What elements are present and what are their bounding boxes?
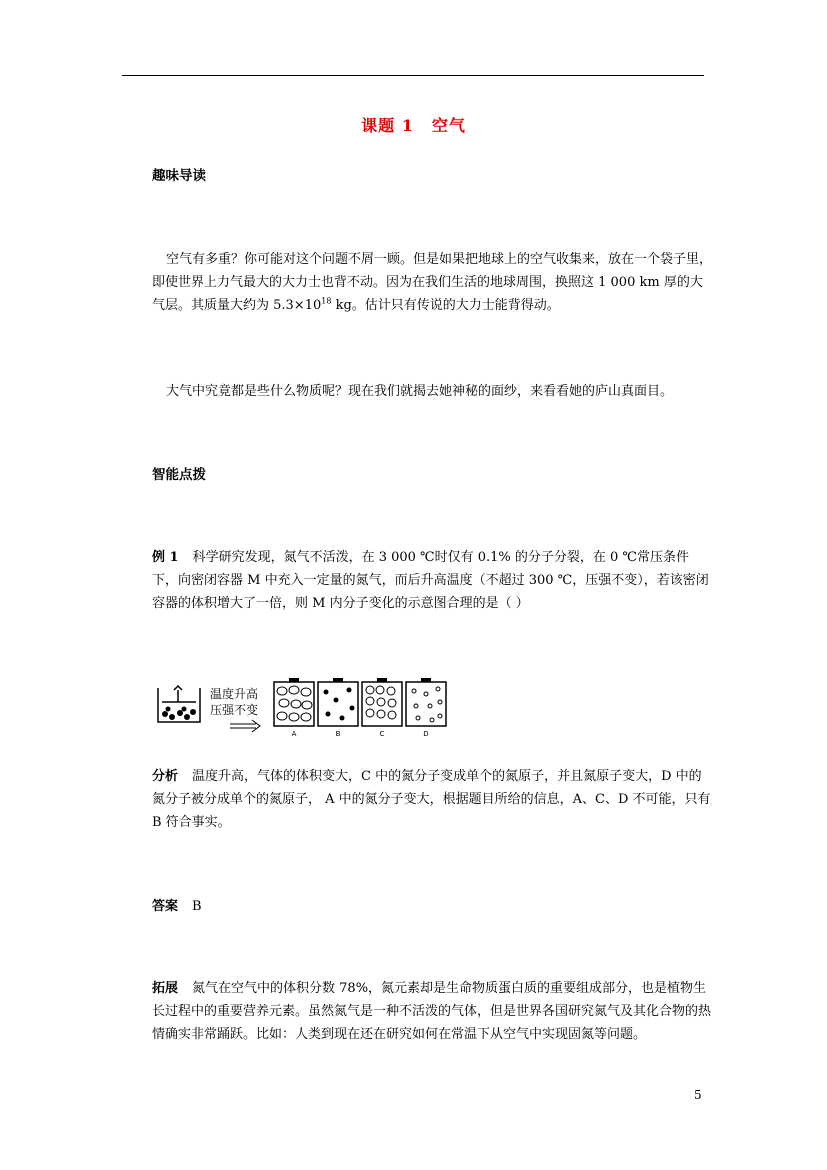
analysis	[152, 765, 712, 834]
option-label-d: D	[423, 730, 429, 738]
example-label: 例 1	[152, 550, 179, 565]
molecule-diagram	[156, 676, 452, 738]
answer-text: B	[192, 899, 202, 914]
intro-heading: 趣味导读	[152, 168, 206, 184]
lesson-number: 课题 1	[361, 116, 414, 135]
intro-p1-text: 空气有多重？你可能对这个问题不屑一顾。但是如果把地球上的空气收集来，放在一个袋子里，即使世界上力气最大的大力士也背不动。因为在我们生活的地球周围，换照这 1 000 km 厚的大气层。其质量大约为 5.3×10	[152, 252, 713, 313]
condition-line-1: 温度升高	[210, 687, 259, 701]
option-label-a: A	[291, 730, 297, 738]
intro-paragraph-2: 大气中究竟都是些什么物质呢？现在我们就揭去她神秘的面纱，来看看她的庐山真面目。	[166, 384, 674, 399]
lesson-topic: 空气	[431, 116, 466, 135]
extension	[152, 977, 712, 1046]
intro-p1-tail: kg。估计只有传说的大力士能背得动。	[331, 298, 560, 313]
analysis-label: 分析	[152, 769, 179, 784]
option-label-c: C	[379, 730, 385, 738]
extension-text: 氮气在空气中的体积分数 78%，氮元素却是生命物质蛋白质的重要组成部分，也是植物生长过程中的重要营养元素。虽然氮气是一种不活泼的气体，但是世界各国研究氮气及其化合物的热情确实非常踊跃。比如：人类到现在还在研究如何在常温下从空气中实现固氮等问题。	[152, 981, 712, 1042]
option-label-b: B	[335, 730, 341, 738]
page-number: 5	[694, 1088, 702, 1102]
tips-heading: 智能点拨	[152, 467, 206, 483]
condition-line-2: 压强不变	[210, 703, 259, 717]
page-title	[0, 113, 827, 136]
exponent: 18	[321, 296, 332, 306]
answer-label: 答案	[152, 899, 179, 914]
intro-paragraph-1	[152, 248, 712, 317]
example-text: 科学研究发现，氮气不活泼，在 3 000 ℃时仅有 0.1% 的分子分裂，在 0 ℃常压条件下，向密闭容器 M 中充入一定量的氮气，而后升高温度（不超过 300 ℃，压强不变），若该密闭容器的体积增大了一倍，则 M 内分子变化的示意图合理的是（ ）	[152, 550, 709, 611]
header-rule	[122, 75, 704, 76]
answer	[152, 895, 712, 918]
example-1	[152, 546, 712, 615]
analysis-text: 温度升高，气体的体积变大，C 中的氮分子变成单个的氮原子，并且氮原子变大，D 中的氮分子被分成单个的氮原子， A 中的氮分子变大，根据题目所给的信息，A、C、D 不可能，只有 B 符合事实。	[152, 769, 711, 830]
extension-label: 拓展	[152, 981, 179, 996]
